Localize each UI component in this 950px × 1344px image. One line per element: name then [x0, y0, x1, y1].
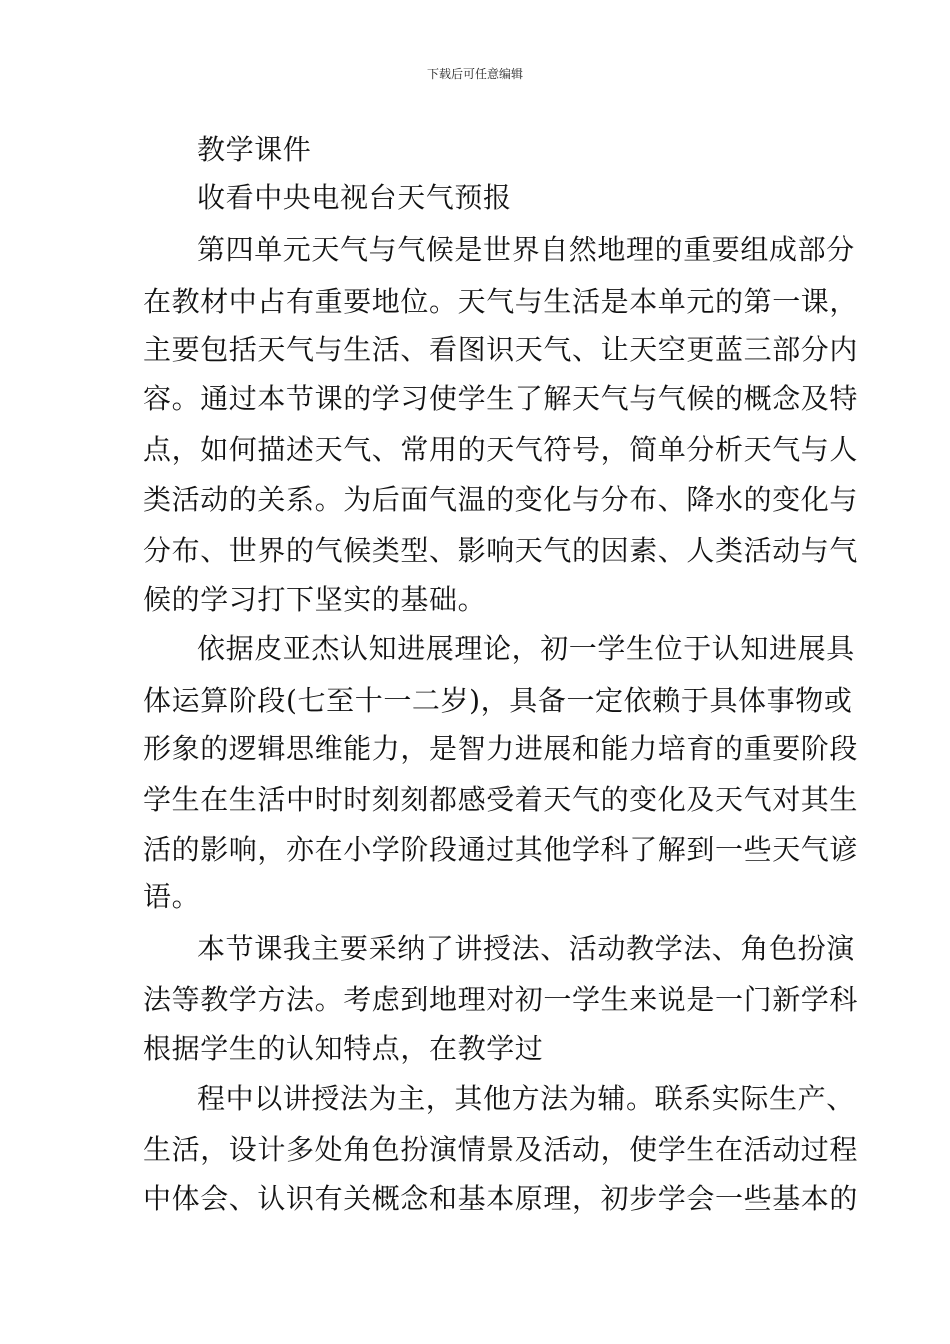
text-line: 收看中央电视台天气预报 — [197, 181, 512, 214]
text-line: 本节课我主要采纳了讲授法、活动教学法、角色扮演 — [197, 932, 855, 965]
text-line: 教学课件 — [197, 133, 312, 166]
text-line: 容。通过本节课的学习使学生了解天气与气候的概念及特 — [143, 382, 859, 415]
text-line: 第四单元天气与气候是世界自然地理的重要组成部分 — [197, 233, 855, 266]
text-line: 在教材中占有重要地位。天气与生活是本单元的第一课， — [143, 285, 859, 318]
text-line: 分布、世界的气候类型、影响天气的因素、人类活动与气 — [143, 534, 859, 567]
text-line: 生活，设计多处角色扮演情景及活动，使学生在活动过程 — [143, 1133, 859, 1166]
text-line: 中体会、认识有关概念和基本原理，初步学会一些基本的 — [143, 1182, 859, 1215]
text-line: 主要包括天气与生活、看图识天气、让天空更蓝三部分内 — [143, 333, 859, 366]
text-line: 活的影响，亦在小学阶段通过其他学科了解到一些天气谚 — [143, 833, 859, 866]
text-line: 语。 — [143, 880, 201, 913]
text-line: 程中以讲授法为主，其他方法为辅。联系实际生产、 — [197, 1082, 855, 1115]
text-line: 形象的逻辑思维能力，是智力进展和能力培育的重要阶段 — [143, 732, 859, 765]
text-line: 根据学生的认知特点，在教学过 — [143, 1032, 544, 1065]
text-line: 依据皮亚杰认知进展理论，初一学生位于认知进展具 — [197, 632, 855, 665]
text-line: 体运算阶段(七至十一二岁)，具备一定依赖于具体事物或 — [143, 684, 853, 717]
text-line: 点，如何描述天气、常用的天气符号，简单分析天气与人 — [143, 433, 859, 466]
page-header: 下载后可任意编辑 — [426, 67, 523, 81]
text-line: 候的学习打下坚实的基础。 — [143, 583, 487, 616]
text-line: 类活动的关系。为后面气温的变化与分布、降水的变化与 — [143, 483, 859, 516]
text-line: 学生在生活中时时刻刻都感受着天气的变化及天气对其生 — [143, 783, 859, 816]
text-line: 法等教学方法。考虑到地理对初一学生来说是一门新学科 — [143, 983, 859, 1016]
